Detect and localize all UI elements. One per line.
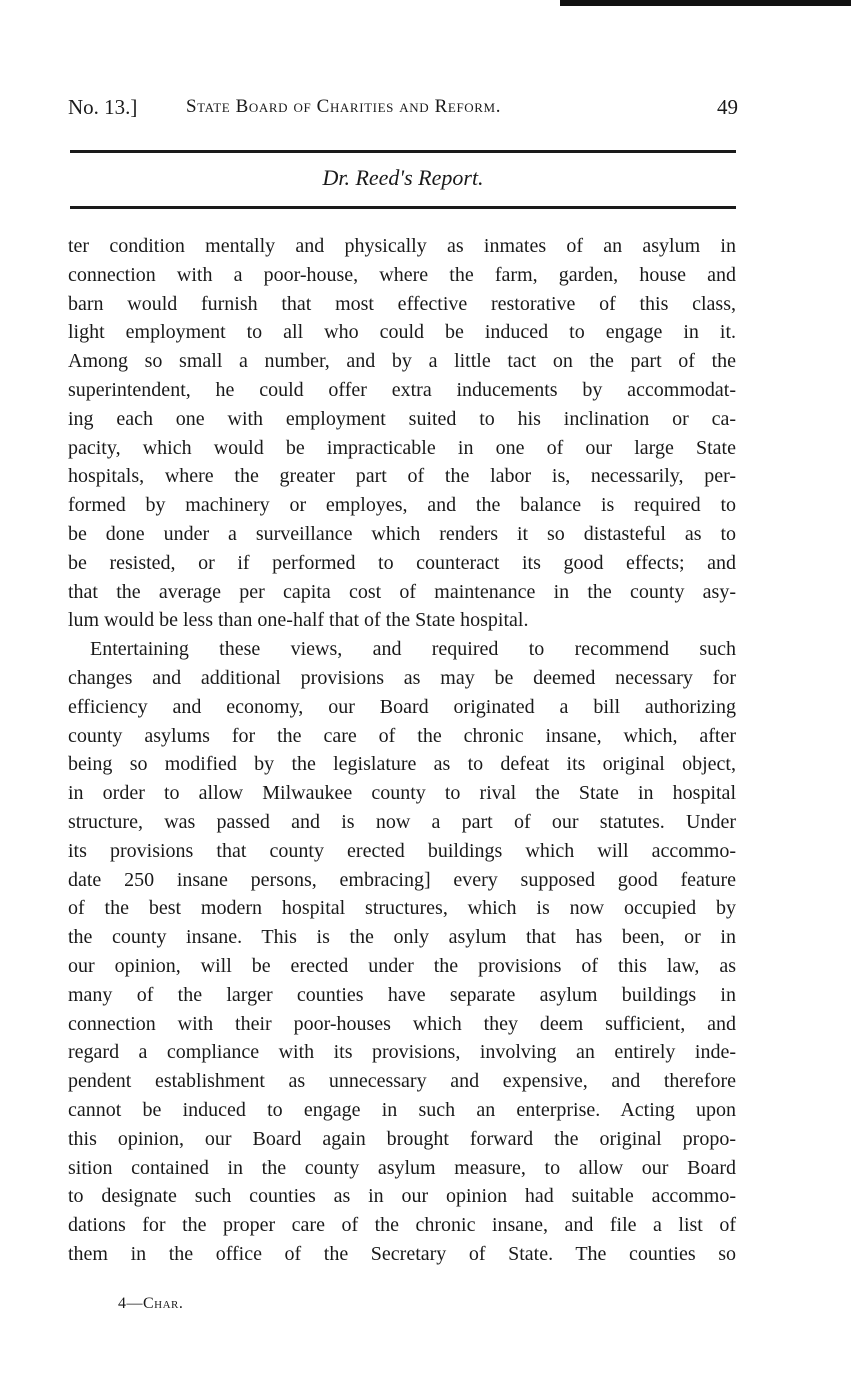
- text-line: in order to allow Milwaukee county to rival the State in hospital: [68, 782, 736, 805]
- text-line: superintendent, he could offer extra inducements by accommodat-: [68, 378, 736, 401]
- text-line: Among so small a number, and by a little tact on the part of the: [68, 350, 736, 373]
- text-line: changes and additional provisions as may be deemed necessary for: [68, 666, 736, 689]
- text-line: efficiency and economy, our Board originated a bill authorizing: [68, 695, 736, 718]
- text-line: them in the office of the Secretary of State. The counties so: [68, 1242, 736, 1265]
- text-line: county asylums for the care of the chronic insane, which, after: [68, 724, 736, 747]
- page-edge-shadow: [560, 0, 851, 6]
- text-line: light employment to all who could be induced to engage in it.: [68, 321, 736, 344]
- text-line: ter condition mentally and physically as inmates of an asylum in: [68, 235, 736, 257]
- signature-mark: 4—Char.: [118, 1295, 184, 1312]
- text-line: structure, was passed and is now a part of our statutes. Under: [68, 810, 736, 833]
- page-number: 49: [717, 95, 738, 119]
- body-text: [68, 232, 736, 1269]
- text-line: the county insane. This is the only asylum that has been, or in: [68, 926, 736, 949]
- text-line: connection with a poor-house, where the farm, garden, house and: [68, 263, 736, 286]
- text-line: Entertaining these views, and required to recommend such: [90, 638, 736, 661]
- text-line: be done under a surveillance which renders it so distasteful as to: [68, 522, 736, 545]
- text-line: hospitals, where the greater part of the labor is, necessarily, per-: [68, 465, 736, 488]
- text-line: of the best modern hospital structures, which is now occupied by: [68, 897, 736, 920]
- text-line: pendent establishment as unnecessary and expensive, and therefore: [68, 1070, 736, 1093]
- document-number: No. 13.]: [68, 95, 138, 119]
- text-line: that the average per capita cost of maintenance in the county asy-: [68, 580, 736, 603]
- section-title: Dr. Reed's Report.: [322, 165, 484, 190]
- text-line: pacity, which would be impracticable in one of our large State: [68, 436, 736, 459]
- text-line: to designate such counties as in our opinion had suitable accommo-: [68, 1185, 736, 1208]
- text-line: barn would furnish that most effective restorative of this class,: [68, 292, 736, 315]
- text-line: many of the larger counties have separate asylum buildings in: [68, 983, 736, 1006]
- running-head: [68, 90, 738, 124]
- text-line: regard a compliance with its provisions, involving an entirely inde-: [68, 1041, 736, 1064]
- text-line: be resisted, or if performed to counteract its good effects; and: [68, 551, 736, 574]
- text-line: date 250 insane persons, embracing] every supposed good feature: [68, 868, 736, 891]
- text-line: cannot be induced to engage in such an enterprise. Acting upon: [68, 1098, 736, 1121]
- text-line: its provisions that county erected buildings which will accommo-: [68, 839, 736, 862]
- text-line: dations for the proper care of the chronic insane, and file a list of: [68, 1214, 736, 1237]
- text-line: our opinion, will be erected under the provisions of this law, as: [68, 954, 736, 977]
- text-line: being so modified by the legislature as to defeat its original object,: [68, 753, 736, 776]
- running-title: State Board of Charities and Reform.: [186, 96, 502, 117]
- top-rule: [70, 150, 736, 153]
- text-line: lum would be less than one-half that of the State hospital.: [68, 609, 529, 632]
- text-line: ing each one with employment suited to his inclination or ca-: [68, 407, 736, 430]
- text-line: this opinion, our Board again brought forward the original propo-: [68, 1127, 736, 1150]
- bottom-rule: [70, 206, 736, 209]
- text-line: formed by machinery or employes, and the balance is required to: [68, 494, 736, 517]
- text-line: sition contained in the county asylum measure, to allow our Board: [68, 1156, 736, 1179]
- text-line: connection with their poor-houses which they deem sufficient, and: [68, 1012, 736, 1035]
